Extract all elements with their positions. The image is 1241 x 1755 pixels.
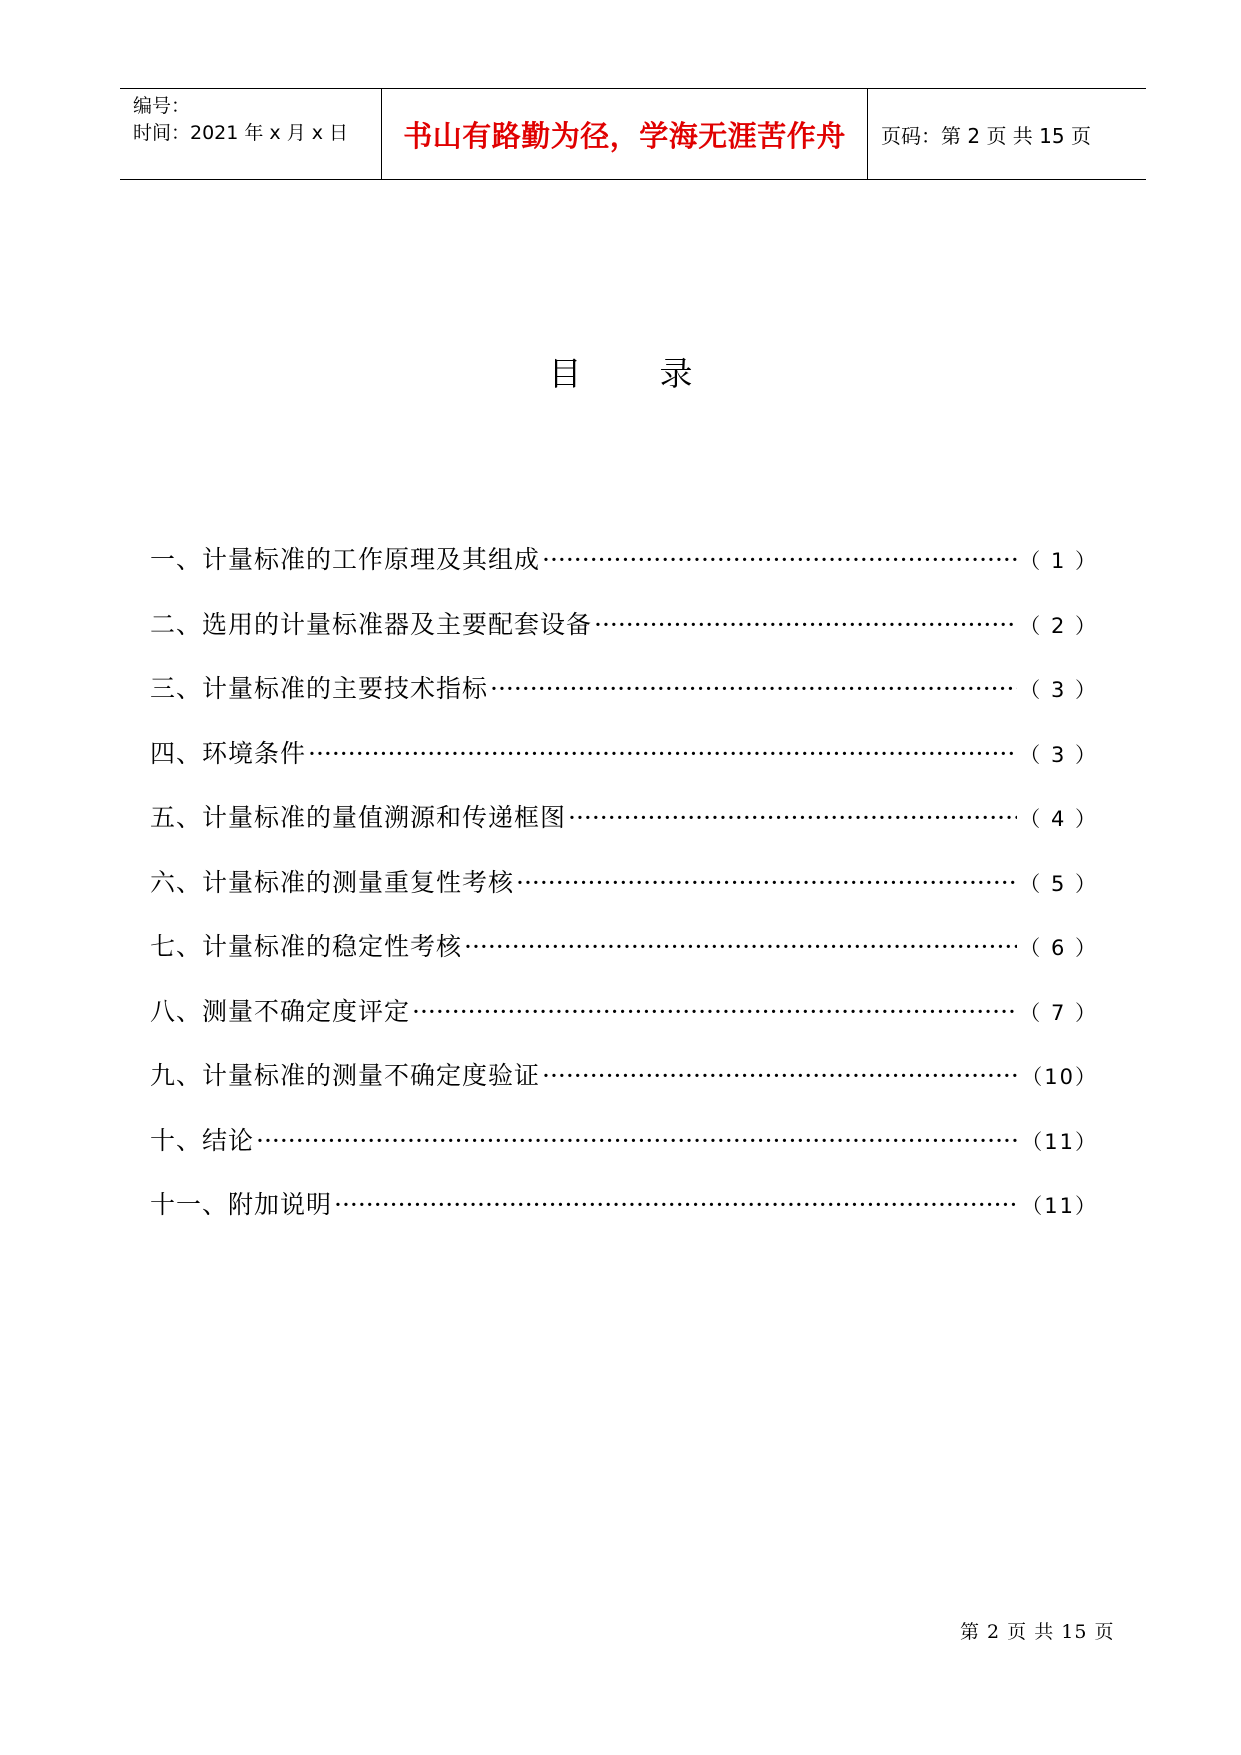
toc-title-char-2: 录: [659, 354, 693, 393]
header-page-label: 页码：第 2 页 共 15 页: [881, 123, 1091, 148]
toc-leader-dots: [490, 674, 1017, 703]
toc-leader-dots: [542, 1061, 1019, 1090]
toc-entry-page: （ 2 ）: [1019, 613, 1098, 638]
toc-leader-dots: [568, 803, 1017, 832]
header-number-label: 编号：: [133, 95, 191, 117]
header-motto: 书山有路勤为径，学海无涯苦作舟: [403, 118, 846, 153]
toc-entry-page: （10）: [1021, 1065, 1098, 1089]
header-motto-cell: [382, 89, 868, 179]
toc-entry-label: 四、环境条件: [150, 738, 307, 768]
toc-leader-dots: [256, 1126, 1019, 1155]
toc-entry-page: （ 4 ）: [1019, 807, 1098, 831]
toc-entry-label: 一、计量标准的工作原理及其组成: [150, 545, 541, 574]
toc-entry[interactable]: [150, 605, 1098, 670]
toc-leader-dots: [464, 932, 1017, 961]
page-header: [120, 88, 1146, 180]
toc-entry[interactable]: [150, 734, 1098, 799]
toc-entry-label: 八、测量不确定度评定: [150, 996, 411, 1026]
toc-entry-page: （ 6 ）: [1019, 936, 1098, 960]
toc-entry[interactable]: [150, 1056, 1098, 1121]
toc-leader-dots: [542, 545, 1017, 574]
toc-entry-label: 二、选用的计量标准器及主要配套设备: [150, 609, 593, 639]
toc-leader-dots: [516, 868, 1017, 897]
toc-leader-dots: [334, 1190, 1019, 1219]
table-of-contents: [150, 540, 1098, 1250]
toc-entry[interactable]: [150, 540, 1098, 605]
toc-entry-page: （ 7 ）: [1019, 1000, 1098, 1025]
toc-title: [0, 348, 1241, 395]
header-meta-cell: [120, 89, 382, 179]
toc-leader-dots: [412, 997, 1017, 1026]
toc-leader-dots: [594, 610, 1017, 639]
toc-entry[interactable]: [150, 863, 1098, 928]
toc-entry-label: 十、结论: [150, 1125, 255, 1155]
toc-entry-page: （ 3 ）: [1019, 742, 1098, 767]
toc-entry-page: （ 1 ）: [1019, 549, 1098, 573]
toc-entry-page: （ 3 ）: [1019, 678, 1098, 702]
header-time-label: 时间：2021 年 x 月 x 日: [133, 122, 349, 144]
toc-entry-label: 十一、附加说明: [150, 1190, 333, 1219]
header-page-cell: [868, 89, 1146, 179]
toc-entry[interactable]: [150, 1121, 1098, 1186]
toc-entry-label: 三、计量标准的主要技术指标: [150, 674, 489, 703]
toc-leader-dots: [308, 739, 1017, 768]
toc-entry-label: 六、计量标准的测量重复性考核: [150, 867, 515, 897]
toc-title-char-1: 目: [548, 354, 582, 393]
toc-entry-label: 五、计量标准的量值溯源和传递框图: [150, 803, 567, 832]
page-footer: 第 2 页 共 15 页: [960, 1621, 1115, 1643]
toc-entry[interactable]: [150, 669, 1098, 734]
toc-entry-page: （ 5 ）: [1019, 871, 1098, 896]
toc-entry[interactable]: [150, 798, 1098, 863]
toc-entry-label: 七、计量标准的稳定性考核: [150, 932, 463, 961]
toc-entry-label: 九、计量标准的测量不确定度验证: [150, 1061, 541, 1090]
toc-entry-page: （11）: [1021, 1194, 1098, 1218]
toc-entry[interactable]: [150, 927, 1098, 992]
toc-entry[interactable]: [150, 992, 1098, 1057]
toc-entry[interactable]: [150, 1185, 1098, 1250]
toc-entry-page: （11）: [1021, 1129, 1098, 1154]
